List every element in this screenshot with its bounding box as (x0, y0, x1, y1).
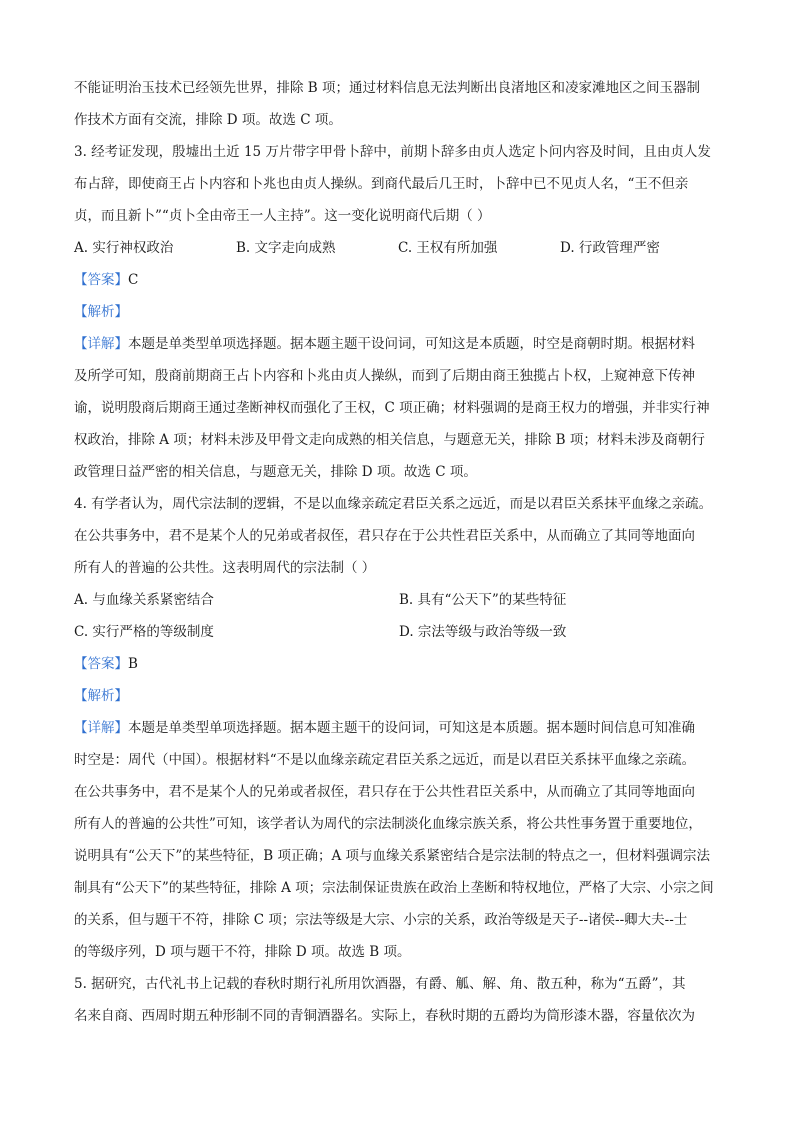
q4-detail-line-4: 所有人的普遍的公共性”可知，该学者认为周代的宗法制淡化血缘宗族关系，将公共性事务置于重要地位， (74, 816, 702, 832)
q4-answer (74, 648, 724, 680)
q4-option-a: A. 与血缘关系紧密结合 (74, 592, 214, 608)
q4-stem-line-3: 所有人的普遍的公共性。这表明周代的宗法制（ ） (74, 560, 376, 576)
q3-option-d: D. 行政管理严密 (560, 240, 660, 256)
question-4 (74, 488, 724, 968)
q3-option-c: C. 王权有所加强 (398, 240, 498, 256)
q3-detail-first: 本题是单类型单项选择题。据本题主题干设问词，可知这是本质题，时空是商朝时期。根据材料 (128, 336, 695, 352)
q4-detail-line-5: 说明具有“公天下”的某些特征，B 项正确；A 项与血缘关系紧密结合是宗法制的特点之一，但材料强调宗法 (74, 848, 711, 864)
q5-stem-line-2: 名来自商、西周时期五种形制不同的青铜酒器名。实际上，春秋时期的五爵均为筒形漆木器，容量依次为 (74, 1008, 695, 1024)
q4-detail-first: 本题是单类型单项选择题。据本题主题干的设问词，可知这是本质题。据本题时间信息可知准确 (128, 720, 695, 736)
q4-detail-line-6: 制具有“公天下”的某些特征，排除 A 项；宗法制保证贵族在政治上垄断和特权地位，严格了大宗、小宗之间 (74, 880, 714, 896)
q3-stem-line-3: 贞，而且新卜”“贞卜全由帝王一人主持”。这一变化说明商代后期（ ） (74, 208, 491, 224)
q3-answer-value: C (128, 272, 139, 288)
q4-stem-line-1: 4. 有学者认为，周代宗法制的逻辑，不是以血缘亲疏定君臣关系之远近，而是以君臣关系抹平血缘之亲疏。 (74, 496, 713, 512)
q4-answer-value: B (128, 656, 138, 672)
q4-analysis-tag: 【解析】 (74, 688, 128, 704)
carryover-line-2: 作技术方面有交流，排除 D 项。故选 C 项。 (74, 112, 342, 128)
q3-detail-line-4: 权政治，排除 A 项；材料未涉及甲骨文走向成熟的相关信息，与题意无关，排除 B 项；材料未涉及商朝行 (74, 432, 705, 448)
q3-analysis-tag: 【解析】 (74, 304, 128, 320)
q3-stem-line-1: 3. 经考证发现，殷墟出土近 15 万片带字甲骨卜辞中，前期卜辞多由贞人选定卜问内容及时间，且由贞人发 (74, 144, 711, 160)
q4-option-d: D. 宗法等级与政治等级一致 (399, 624, 567, 640)
q3-detail-line-2: 及所学可知，殷商前期商王占卜内容和卜兆由贞人操纵，而到了后期由商王独揽占卜权，上窥神意下传神 (74, 368, 695, 384)
q4-analysis-tag-line (74, 680, 724, 712)
carryover-line-1: 不能证明治玉技术已经领先世界，排除 B 项；通过材料信息无法判断出良渚地区和凌家滩地区之间玉器制 (74, 80, 701, 96)
question-5 (74, 968, 724, 1032)
question-3 (74, 136, 724, 488)
q3-detail-tag: 【详解】 (74, 336, 128, 352)
q4-option-b: B. 具有“公天下”的某些特征 (399, 592, 567, 608)
q4-option-c: C. 实行严格的等级制度 (74, 624, 214, 640)
q5-stem-line-1: 5. 据研究，古代礼书上记载的春秋时期行礼所用饮酒器，有爵、觚、解、角、散五种，称为“五爵”，其 (74, 976, 686, 992)
q3-option-a: A. 实行神权政治 (74, 240, 174, 256)
q4-detail-line-8: 的等级序列，D 项与题干不符，排除 D 项。故选 B 项。 (74, 944, 411, 960)
q3-options (74, 232, 724, 264)
q3-detail-line-3: 谕，说明殷商后期商王通过垄断神权而强化了王权，C 项正确；材料强调的是商王权力的增强，并非实行神 (74, 400, 710, 416)
q3-detail-line-5: 政管理日益严密的相关信息，与题意无关，排除 D 项。故选 C 项。 (74, 464, 477, 480)
q4-detail-line-1 (74, 712, 724, 744)
q4-answer-tag: 【答案】 (74, 656, 128, 672)
q3-analysis-tag-line (74, 296, 724, 328)
document-page (74, 72, 724, 1032)
q3-answer (74, 264, 724, 296)
q3-detail-line-1 (74, 328, 724, 360)
q3-stem-line-2: 布占辞，即使商王占卜内容和卜兆也由贞人操纵。到商代最后几王时，卜辞中已不见贞人名，“王不但亲 (74, 176, 689, 192)
q4-detail-line-2: 时空是：周代（中国）。根据材料“不是以血缘亲疏定君臣关系之远近，而是以君臣关系抹平血缘之亲疏。 (74, 752, 696, 768)
q3-answer-tag: 【答案】 (74, 272, 128, 288)
q4-options-row-2 (74, 616, 724, 648)
q4-stem-line-2: 在公共事务中，君不是某个人的兄弟或者叔侄，君只存在于公共性君臣关系中，从而确立了其同等地面向 (74, 528, 695, 544)
q3-option-b: B. 文字走向成熟 (236, 240, 336, 256)
q4-detail-line-3: 在公共事务中，君不是某个人的兄弟或者叔侄，君只存在于公共性君臣关系中，从而确立了其同等地面向 (74, 784, 695, 800)
q4-options-row-1 (74, 584, 724, 616)
q4-detail-tag: 【详解】 (74, 720, 128, 736)
q4-detail-line-7: 的关系，但与题干不符，排除 C 项；宗法等级是大宗、小宗的关系，政治等级是天子--诸侯--卿大夫--士 (74, 912, 688, 928)
